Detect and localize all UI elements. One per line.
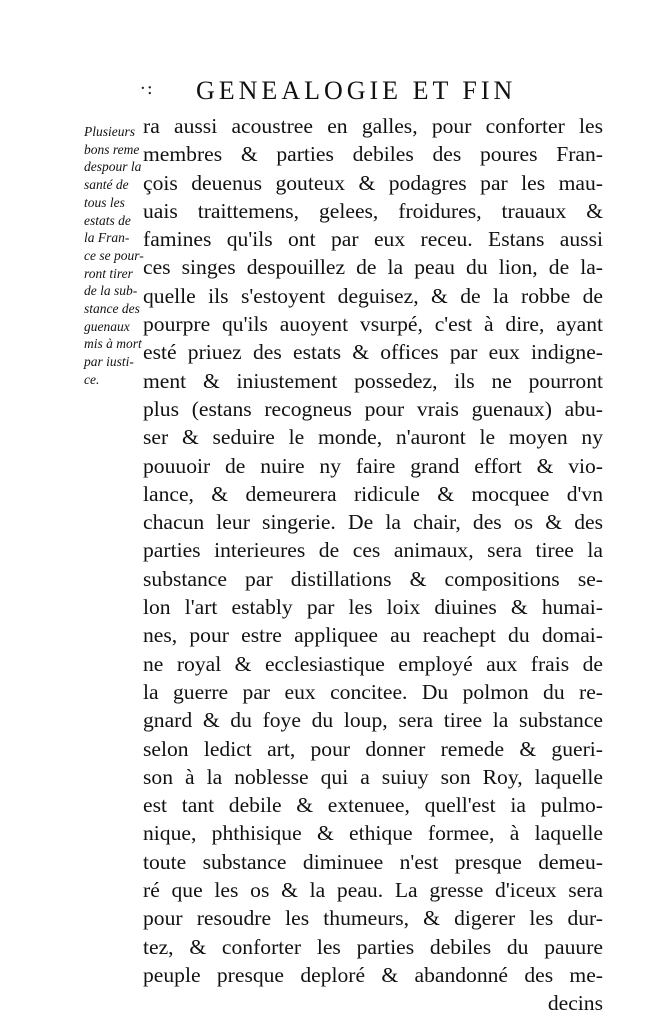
text-line: ré que les os & la peau. La gresse d'iceux sera — [143, 878, 603, 903]
text-line: peuple presque deploré & abandonné des me- — [143, 962, 603, 987]
text-line: famines qu'ils ont par eux receu. Estans aussi — [143, 227, 603, 252]
text-line: tez, & conforter les parties debiles du pauure — [143, 934, 603, 959]
marginal-note-line: bons reme — [84, 141, 140, 157]
marginal-note-line: guenaux — [84, 318, 130, 334]
text-line: pouuoir de nuire ny faire grand effort & vio- — [143, 453, 603, 478]
text-line: substance par distillations & compositions se- — [143, 566, 603, 591]
text-line: uais traittemens, gelees, froidures, trauaux & — [143, 198, 603, 223]
running-head — [0, 76, 667, 116]
text-line: chacun leur singerie. De la chair, des os & des — [143, 510, 603, 535]
marginal-note-line: Plusieurs — [84, 124, 136, 139]
text-line: membres & parties debiles des poures Fran- — [143, 142, 603, 167]
marginal-note-line: tous les — [84, 194, 125, 210]
marginal-note-line: ce. — [84, 371, 100, 387]
marginal-note-line: de la sub- — [84, 283, 138, 299]
text-line: la guerre par eux concitee. Du polmon du re- — [143, 679, 603, 704]
text-line: gnard & du foye du loup, sera tiree la substance — [143, 708, 603, 733]
text-line: ne royal & ecclesiastique employé aux frais de — [143, 651, 603, 676]
page-title: GENEALOGIE ET FIN — [196, 76, 517, 105]
text-line: est tant debile & extenuee, quell'est ia pulmo- — [143, 793, 603, 818]
text-line: nes, pour estre appliquee au reachept du domai- — [143, 623, 603, 648]
catchword: decins — [547, 991, 603, 1016]
text-line: ment & iniustement possedez, ils ne pourront — [143, 368, 603, 393]
text-line: nique, phthisique & ethique formee, à laquelle — [143, 821, 603, 846]
text-line: lon l'art estably par les loix diuines & humai- — [143, 595, 603, 620]
text-line: ra aussi acoustree en galles, pour conforter les — [143, 114, 603, 138]
text-line: ser & seduire le monde, n'auront le moyen ny — [143, 425, 603, 450]
text-line: esté priuez des estats & offices par eux indigne- — [143, 340, 603, 365]
marginal-note-line: ront tirer — [84, 265, 133, 281]
text-line: lance, & demeurera ridicule & mocquee d'vn — [143, 481, 603, 506]
text-line: quelle ils s'estoyent deguisez, & de la robbe de — [143, 283, 603, 308]
text-line: toute substance diminuee n'est presque demeu- — [143, 849, 603, 874]
marginal-note-line: despour la — [84, 159, 142, 175]
text-line: selon ledict art, pour donner remede & gueri- — [143, 736, 603, 761]
text-line: son à la noblesse qui a suiuy son Roy, laquelle — [143, 764, 603, 789]
marginal-note-line: estats de — [84, 212, 131, 228]
text-line: ces singes despouillez de la peau du lion, de la- — [143, 255, 603, 280]
marginal-note-line: stance des — [84, 301, 140, 317]
text-line: plus (estans recogneus pour vrais guenaux) abu- — [143, 396, 603, 421]
ornament-mark: ·: — [140, 78, 154, 99]
marginal-note-line: par iusti- — [84, 354, 134, 370]
text-line: çois deuenus gouteux & podagres par les mau- — [143, 170, 603, 195]
text-line: pour resoudre les thumeurs, & digerer les dur- — [143, 906, 603, 931]
marginal-note-line: la Fran- — [84, 230, 130, 246]
text-line: parties interieures de ces animaux, sera tiree la — [143, 538, 603, 563]
marginal-note-line: mis à mort — [84, 336, 142, 352]
text-line: pourpre qu'ils auoyent vsurpé, c'est à dire, ayant — [143, 312, 603, 337]
marginal-note-line: ce se pour- — [84, 247, 144, 263]
marginal-note-line: santé de — [84, 177, 129, 193]
body-text — [143, 112, 603, 1018]
